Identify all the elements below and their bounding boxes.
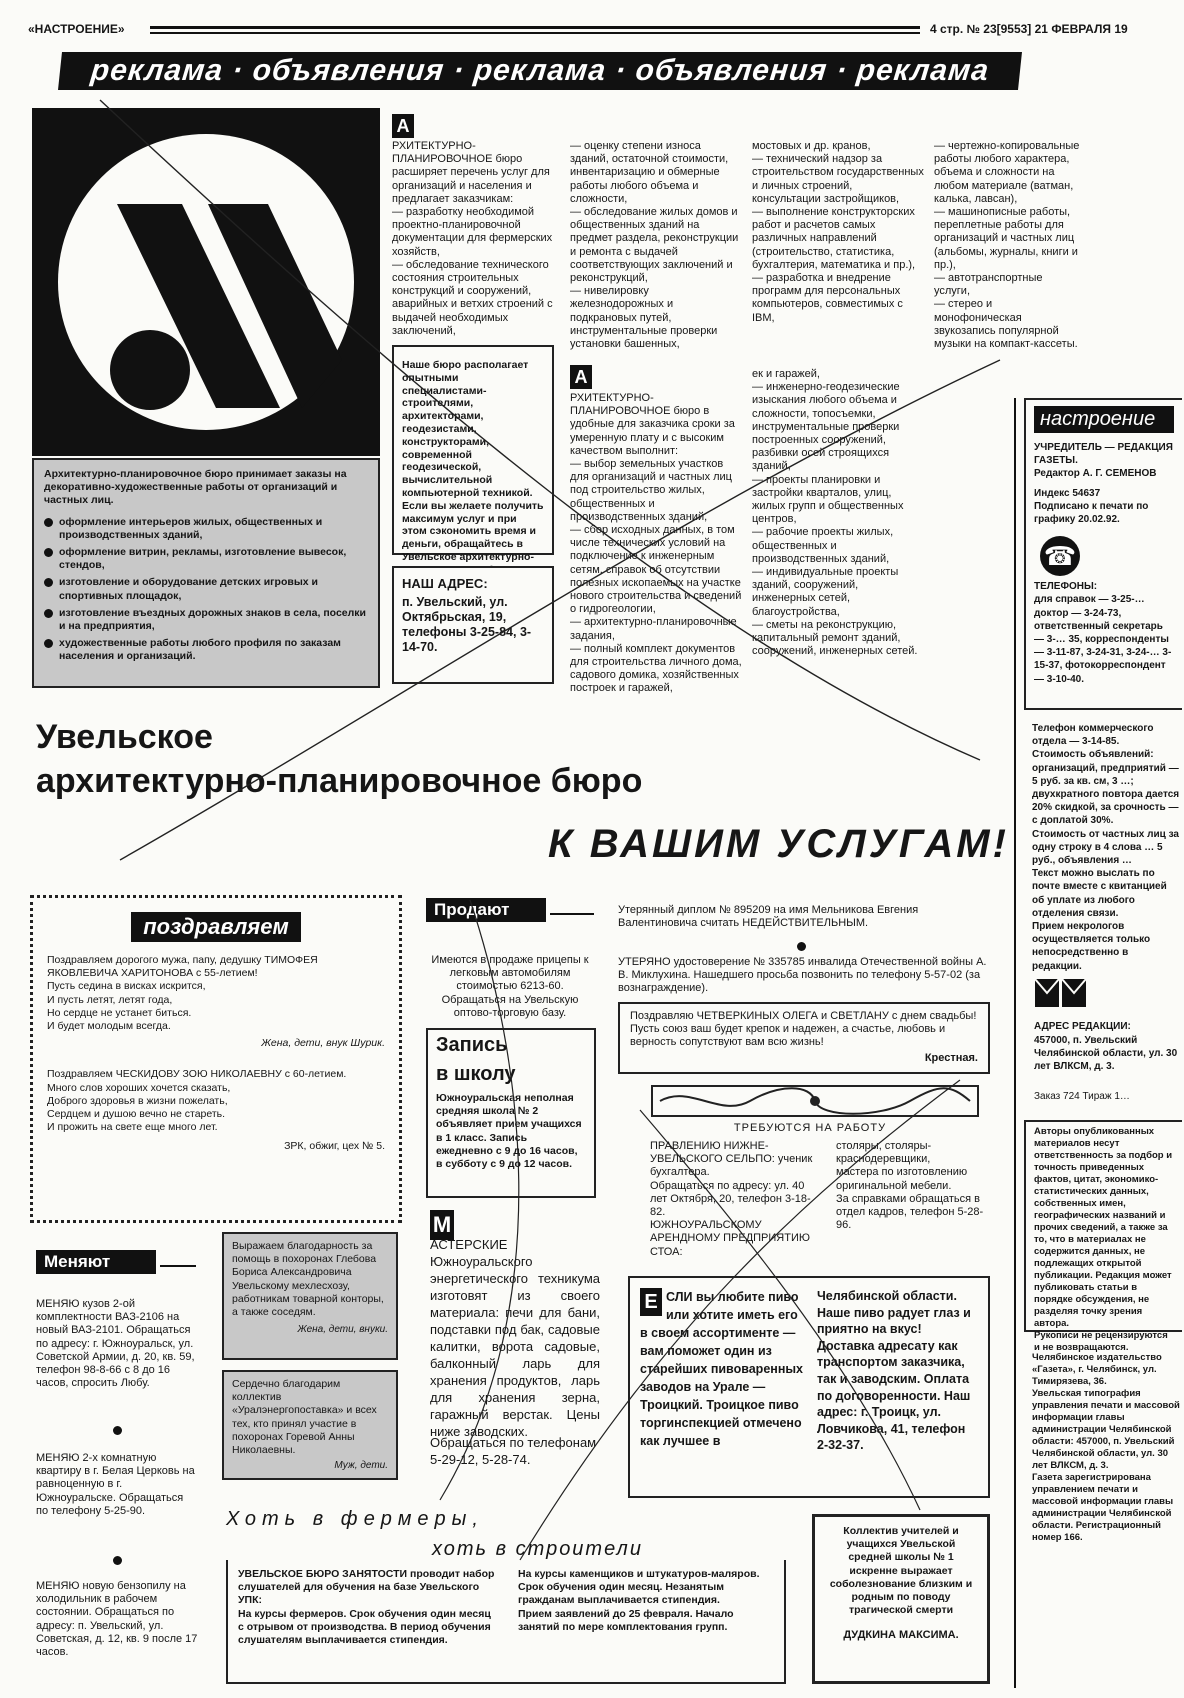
workshops-contact: Обращаться по телефонам 5-29-12, 5-28-74. [430, 1435, 597, 1467]
thanks-signature-2: Муж, дети. [334, 1460, 388, 1472]
beer-text-right: Челябинской области. Наше пиво радует глаз и приятно на вкус! Доставка адресату как транспортом заказчика, так и заводским. Оплата по договоренности. Наш адрес: г. Троицк, ул. Ловчикова, 41, телефон 2-32-37. [817, 1289, 971, 1453]
courses-headline-2: хоть в строители [432, 1538, 643, 1560]
decor-item-text: художественные работы любого профиля по заказам населения и организаций. [59, 637, 341, 663]
courses-headline-1: Хоть в фермеры, [226, 1508, 484, 1530]
exchange-item-3: МЕНЯЮ новую бензопилу на холодильник в рабочем состоянии. Обращаться по адресу: п. Увельский, ул. Советская, д. 12, кв. 9 после 17 часов. [36, 1580, 198, 1659]
section-banner: реклама · объявления · реклама · объявления · реклама [58, 52, 1022, 90]
decor-item [44, 576, 368, 602]
congrats-signature-2: ЗРК, обжиг, цех № 5. [284, 1140, 385, 1153]
bullet-icon [113, 1426, 122, 1435]
commerce-info: Телефон коммерческого отдела — 3-14-85. Стоимость объявлений: организаций, предприятий — 5 руб. за кв. см, 3 …; двухкратного повтора дается 20% скидкой, за срочность — с доплатой 30%. Стоимость от частных лиц за одну строку в 4 слова … 5 руб., объявления … Текст можно выслать по почте вместе с квитанцией об уплате из любого отделения связи. Прием некрологов осуществляется только непосредственно в редакции. [1032, 723, 1180, 972]
school-text: Южноуральская неполная средняя школа № 2 объявляет прием учащихся в 1 класс. Запись ежедневно с 9 до 16 часов, в субботу с 9 до 12 часов. [436, 1092, 582, 1171]
decor-item-text: оформление интерьеров жилых, общественных и производственных зданий, [59, 515, 323, 541]
condolence-text: Коллектив учителей и учащихся Увельской средней школы № 1 искренне выражает соболезнование близким и родным по поводу трагической смерти [829, 1525, 973, 1617]
exchange-item-1: МЕНЯЮ кузов 2-ой комплектности ВАЗ-2106 на новый ВАЗ-2101. Обращаться по адресу: г. Южноуральск, ул. Советской Армии, д. 20, кв. 59, телефон 98-8-66 с 8 до 16 часов, спросить Любу. [36, 1298, 195, 1390]
arch-address-title: НАШ АДРЕС: [402, 576, 488, 591]
sidebar-divider [1014, 398, 1016, 1688]
masthead-box [1024, 398, 1182, 710]
arch-services-col2: — оценку степени износа зданий, остаточной стоимости, инвентаризацию и обмерные работы любого объема и сложности, — обследование жилых домов и общественных зданий на предмет раздела, реконструкции и ремонта с выдачей соответствующих заключений и реконструкций, — нивелировку железнодорожных и подкрановых путей, инструментальные проверки установки башенных, [570, 140, 739, 351]
condolence-box [812, 1514, 990, 1684]
congrats-message-1: Поздравляем дорогого мужа, папу, дедушку ТИМОФЕЯ ЯКОВЛЕВИЧА ХАРИТОНОВА с 55-летием! Пусть седина в висках искрится, И пусть летят, летят года, Но сердце не устанет биться. И будет молодым всегда. [47, 954, 318, 1033]
header-rule-bottom [150, 32, 920, 34]
phones-list: для справок — 3-25-… доктор — 3-24-73, ответственный секретарь — 3-… 35, корреспонденты — 3-11-87, 3-24-31, 3-24-… 3-15-37, фотокорреспондент — 3-10-40. [1034, 594, 1172, 685]
bullet-icon [44, 609, 53, 618]
wedding-text: Поздравляю ЧЕТВЕРКИНЫХ ОЛЕГА и СВЕТЛАНУ с днем свадьбы! Пусть союз ваш будет крепок и надежен, а счастье, любовь и верность сопутствуют вам всю жизнь! [630, 1010, 977, 1049]
thanks-text-1: Выражаем благодарность за помощь в похоронах Глебова Бориса Александровича Увельскому мехлесхозу, работникам товарной конторы, а также соседям. [232, 1240, 384, 1319]
arch-address-text: п. Увельский, ул. Октябрьская, 19, телефоны 3-25-84, 3-14-70. [402, 595, 532, 654]
bureau-logo-mark [32, 108, 380, 456]
thanks-text-2: Сердечно благодарим коллектив «Уралэнергопоставка» и всех тех, кто принял участие в похоронах Горевой Анны Николаевны. [232, 1378, 377, 1457]
congrats-message-2: Поздравляем ЧЕСКИДОВУ ЗОЮ НИКОЛАЕВНУ с 60-летием. Много слов хороших хочется сказать, Доброго здоровья в жизни пожелать, Сердцем и душою вечно не стареть. И прожить на свете еще много лет. [47, 1068, 347, 1134]
courses-right: На курсы каменщиков и штукатуров-маляров. Срок обучения один месяц. Незанятым гражданам выплачивается стипендия. Прием заявлений до 25 февраля. Начало занятий по мере комплектования групп. [518, 1568, 760, 1633]
beer-letter: Е [640, 1288, 662, 1316]
headline-town: Увельское [36, 718, 213, 756]
bullet-icon [797, 942, 806, 951]
exchange-title: Меняют [36, 1250, 156, 1274]
congrats-signature-1: Жена, дети, внук Шурик. [261, 1037, 385, 1050]
school-title-1: Запись [436, 1034, 508, 1056]
envelope-icon [1034, 978, 1088, 1008]
arch-second-col1: РХИТЕКТУРНО-ПЛАНИРОВОЧНОЕ бюро в удобные для заказчика сроки за умеренную плату и с высоким качеством выполнит: — выбор земельных участков для организаций и частных лиц под строительство жилых, общественных и производственных зданий, — сбор исходных данных, в том числе технических условий на подключение к инженерным сетям, справок об отсутствии полезных ископаемых на участке нового строительства и сведений о гидрогеологии, — архитектурно-планировочные задания, — полный комплект документов для строительства личного дома, садового домика, хозяйственных построек и гаражей, [570, 392, 742, 695]
decor-item [44, 607, 368, 633]
lost-diploma: Утерянный диплом № 895209 на имя Мельникова Евгения Валентиновича считать НЕДЕЙСТВИТЕЛЬНЫМ. [618, 904, 919, 930]
arch-services-col4: — чертежно-копировальные работы любого характера, объема и сложности на любом материале (ватман, калька, лавсан), — машинописные работы, переплетные работы для организаций и частных лиц (альбомы, журналы, книги и пр.), — автотранспортные услуги, — стерео и монофоническая звукозапись популярной музыки на компакт-кассеты. [934, 140, 1080, 351]
bullet-icon [44, 578, 53, 587]
page-info: 4 стр. № 23[9553] 21 ФЕВРАЛЯ 19 [930, 22, 1128, 36]
thanks-box-1 [222, 1232, 398, 1360]
school-box [426, 1028, 596, 1198]
decor-item-text: оформление витрин, рекламы, изготовление вывесок, стендов, [59, 546, 347, 572]
condolence-name: ДУДКИНА МАКСИМА. [843, 1629, 959, 1642]
founder-info: УЧРЕДИТЕЛЬ — РЕДАКЦИЯ ГАЗЕТЫ. Редактор А. Г. СЕМЕНОВ [1034, 442, 1173, 480]
index-info: Индекс 54637 Подписано к печати по графику 20.02.92. [1034, 487, 1149, 526]
beer-box [628, 1276, 990, 1498]
authors-note: Авторы опубликованных материалов несут ответственность за подбор и точность приведенных фактов, цитат, экономико-статистических данных, собственных имен, географических названий и прочих сведений, а также за то, что в материалах не содержится данных, не подлежащих открытой публикации. Редакция может публиковать статьи в порядке обсуждения, не разделяя точку зрения автора. Рукописи не рецензируются и не возвращаются. [1034, 1126, 1173, 1353]
jobs-title: ТРЕБУЮТСЯ НА РАБОТУ [733, 1122, 887, 1134]
decor-list [44, 516, 368, 664]
editorial-address-title: АДРЕС РЕДАКЦИИ: [1034, 1021, 1131, 1032]
lost-certificate: УТЕРЯНО удостоверение № 335785 инвалида Отечественной войны А. В. Миклухина. Нашедшего просьба позвонить по телефону 5-57-02 (за вознаграждение). [618, 956, 987, 995]
telephone-icon: ☎ [1040, 536, 1080, 576]
mail-icon [1034, 978, 1088, 1008]
arch-second-letter: А [570, 365, 592, 389]
masthead-logo: настроение [1034, 406, 1174, 433]
courses-box [226, 1560, 786, 1684]
thanks-box-2 [222, 1370, 398, 1480]
exchange-separator [113, 1422, 122, 1440]
arch-address-box [392, 566, 554, 684]
arch-staff-box [392, 345, 554, 563]
decor-item [44, 546, 368, 572]
ornament-divider [650, 1080, 980, 1122]
sale-title-rule [550, 913, 594, 915]
phones-title: ТЕЛЕФОНЫ: [1034, 581, 1098, 593]
sale-text: Имеются в продаже прицепы к легковым автомобилям стоимостью 6213-60. Обращаться на Увельскую оптово-торговую базу. [431, 954, 589, 1019]
wedding-box [618, 1002, 990, 1074]
bullet-icon [44, 548, 53, 557]
exchange-title-rule [160, 1265, 196, 1267]
lost-separator [797, 938, 806, 956]
exchange-separator [113, 1552, 122, 1570]
school-title-2: в школу [436, 1063, 516, 1085]
headline-services: К ВАШИМ УСЛУГАМ! [548, 822, 1009, 866]
thanks-signature-1: Жена, дети, внуки. [297, 1324, 388, 1336]
printer-info: Челябинское издательство «Газета», г. Челябинск, ул. Тимирязева, 36. Увельская типография управления печати и массовой информации главы администрации Челябинской области: 457000, п. Увельский Челябинской области, ул. 30 лет ВЛКСМ, д. 3. Газета зарегистрирована управлением печати и массовой информации главы администрации Челябинской области. Регистрационный номер 166. [1032, 1352, 1180, 1543]
congrats-title: поздравляем [131, 912, 301, 942]
paper-name: «НАСТРОЕНИЕ» [28, 22, 125, 36]
bullet-icon [44, 639, 53, 648]
ornament-icon [650, 1080, 980, 1122]
bullet-icon [113, 1556, 122, 1565]
header-rule-top [150, 26, 920, 29]
decor-item-text: изготовление въездных дорожных знаков в села, поселки и на предприятия, [59, 606, 367, 633]
beer-text-left: СЛИ вы любите пиво или хотите иметь его в своем ассортименте — вам поможет один из старейших пивоваренных заводов на Урале — Троицкий. Троицкое пиво торгинспекцией отмечено как лучшее в [640, 1290, 804, 1448]
arch-intro-text: РХИТЕКТУРНО-ПЛАНИРОВОЧНОЕ бюро расширяет перечень услуг для организаций и населения и предлагает заказчикам: — разработку необходимой проектно-планировочной документации для фермерских хозяйств, — обследование технического состояния строительных конструкций и сооружений, аварийных и ветхих строений с выдачей необходимых заключений, [392, 140, 553, 337]
authors-box [1024, 1120, 1182, 1353]
jobs-left: ПРАВЛЕНИЮ НИЖНЕ-УВЕЛЬСКОГО СЕЛЬПО: ученик бухгалтера. Обращаться по адресу: ул. 40 лет Октября, 20, телефон 3-18-82. ЮЖНОУРАЛЬСКОМУ АРЕНДНОМУ ПРЕДПРИЯТИЮ СТОА: [650, 1140, 813, 1258]
workshops-letter: М [430, 1210, 454, 1240]
sale-title: Продают [426, 898, 546, 922]
congrats-box [30, 895, 402, 1223]
bullet-icon [44, 518, 53, 527]
courses-left: УВЕЛЬСКОЕ БЮРО ЗАНЯТОСТИ проводит набор слушателей для обучения на базе Увельского УПК: На курсы фермеров. Срок обучения один месяц с отрывом от производства. В период обучения слушателям выплачивается стипендия. [238, 1568, 495, 1647]
workshops-text: АСТЕРСКИЕ Южноуральского энергетического техникума изготовят из своего материала: печи для бани, подставки под бак, садовые калитки, ворота садовые, балконный ларь для хранения продуктов, ларь для хранения зерна, гаражный верстак. Цены ниже заводских. [430, 1237, 600, 1439]
decor-intro: Архитектурно-планировочное бюро принимает заказы на декоративно-художественные работы от организаций и частных лиц. [44, 468, 347, 507]
decor-item-text: изготовление и оборудование детских игровых и спортивных площадок, [59, 576, 319, 602]
arch-staff-text: Наше бюро располагает опытными специалистами-строителями, архитекторами, геодезистами, конструкторами, современной геодезической, вычислительной компьютерной техникой. Если вы желаете получить максимум услуг и при этом сэкономить время и деньги, обращайтесь в Увельское архитектурно- [402, 359, 544, 563]
jobs-right: столяры, столяры-краснодеревщики, мастера по изготовлению оригинальной мебели. За справками обращаться в отдел кадров, телефон 5-28-96. [836, 1140, 984, 1232]
decor-item [44, 516, 368, 542]
headline-bureau: архитектурно-планировочное бюро [36, 762, 643, 800]
wedding-signature: Крестная. [924, 1051, 978, 1064]
decor-services-box [32, 458, 380, 688]
arch-intro-letter: А [392, 114, 414, 138]
bureau-logo [32, 108, 380, 456]
editorial-address: 457000, п. Увельский Челябинской области, ул. 30 лет ВЛКСМ, д. 3. [1034, 1035, 1178, 1073]
order-info: Заказ 724 Тираж 1… [1034, 1091, 1130, 1102]
arch-second-col2: ек и гаражей, — инженерно-геодезические изыскания любого объема и сложности, топосъемки, инструментальные проверки построенных сооружений, разбивки осей строящихся зданий, — проекты планировки и застройки кварталов, улиц, жилых групп и общественных центров, — рабочие проекты жилых, общественных и производственных зданий, — индивидуальные проекты зданий, сооружений, инженерных сетей, благоустройства, — сметы на реконструкцию, капитальный ремонт зданий, сооружений, инженерных сетей. [752, 368, 918, 658]
arch-services-col3: мостовых и др. кранов, — технический надзор за строительством государственных и личных строений, консультации застройщиков, — выполнение конструкторских работ и расчетов самых различных направлений (строительство, статистика, бухгалтерия, математика и пр.), — разработка и внедрение программ для персональных компьютеров, совместимых с IBM, [752, 140, 924, 324]
decor-item [44, 637, 368, 663]
exchange-item-2: МЕНЯЮ 2-х комнатную квартиру в г. Белая Церковь на равноценную в г. Южноуральске. Обращаться по телефону 5-25-90. [36, 1452, 195, 1517]
